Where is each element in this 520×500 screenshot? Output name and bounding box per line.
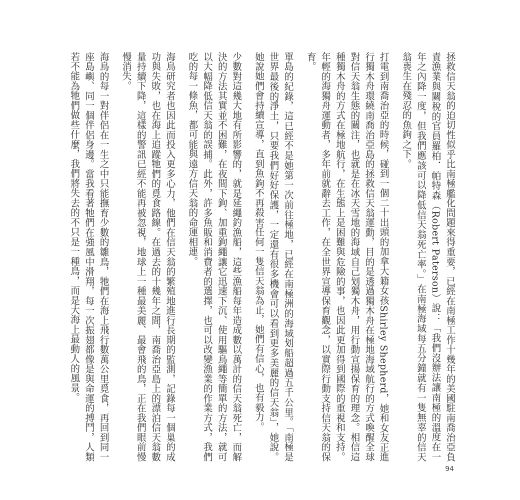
paragraph: 海鳥研究者也因此而投入更多心力，他們在信天翁的繁殖地進行長期的監測，記錄每一個巢的成功與失敗，也在海上追蹤牠們的覓食路線。在過去的十幾年之間，南喬治亞島上的漂泊信天翁數量持續下降，這樣的警訊已經不能再被忽視，地球上一種最美麗、最會飛的鳥，正在我們眼前慢慢消失。 bbox=[120, 52, 175, 462]
paragraph: 海鳥的每一對伴侶在一生之中只能撫育少數的雛鳥，牠們在海上飛行數萬公里覓食，再回到同一座島嶼、同一個伴侶身邊。當我看著牠們在強風中滑翔，每一次振翅都像是與命運的搏鬥，人類若不能為牠們做些什麼，我們將失去的不只是一種鳥，而是大海上最動人的風景。 bbox=[68, 52, 109, 462]
paragraph: 拯救信天翁的迫切性似乎比南極艦化問題來得重要，已經在南極工作十幾年的美國駐南喬治亞負責漁業與關稅的官員羅柏．帕特森（Robert Paterson）說：「我們沒辦法讓南極的溫度在一年之內降一度，但我們應該可以降低信天翁死亡率。」在南極海域每五分鐘就有一隻無辜的信天翁喪生在殘忍的魚鉤之下。 bbox=[400, 52, 455, 462]
page-number: 94 bbox=[445, 465, 454, 473]
paragraph: 打電到南喬治亞的時候，碰到一個二十出頭的加拿大籍女孩Shirley Shepherd，她和女友正進行獨木舟環繞南喬治亞島的拯救信天翁運動，目的是透過獨木舟在極地海域航行的方式喚醒全球對信天翁生態的關注，也就是在冰天雪地的海域自己划獨木舟，用行動宣揚保育的理念。相信這種獨木舟的方式在極地航行，在生態上是困難與危險的事，也因此更加得到國際的重視和支持。年輕的海獨舟運動者，多年前就辭去工作，在全世界宣導保育觀念，以實際行動支持信天翁的保育。 bbox=[304, 52, 389, 462]
vertical-text-block bbox=[68, 52, 456, 462]
paragraph: 單島的紀錄，這已經不是她第一次前往極地，已經在南極洲的海域划船超過五千公里。「南極是世界最後的淨土，只要我們好好保護，一定還有很多機會可以看到更多美麗的信天翁」，她說。她說她們會持續宣導，直到魚鉤不再殺害任何一隻信天翁為止，她們有信心，也有毅力。 bbox=[252, 52, 294, 462]
paragraph: 少數對這幾大地有所影響的，就是延繩釣漁船，這些漁船每年造成數以萬計的信天翁死亡，而解決的方法其實並不困難，在夜間下鉤、加重鉤繩讓它迅速下沉、使用驅鳥繩等簡單的方法，就可以大幅降低信天翁的誤捕。此外，許多魚販和消費者的選擇，也可以改變漁業的作業方式，我們吃的每一條魚，都可能與遠方信天翁的命運相連。 bbox=[186, 52, 242, 462]
